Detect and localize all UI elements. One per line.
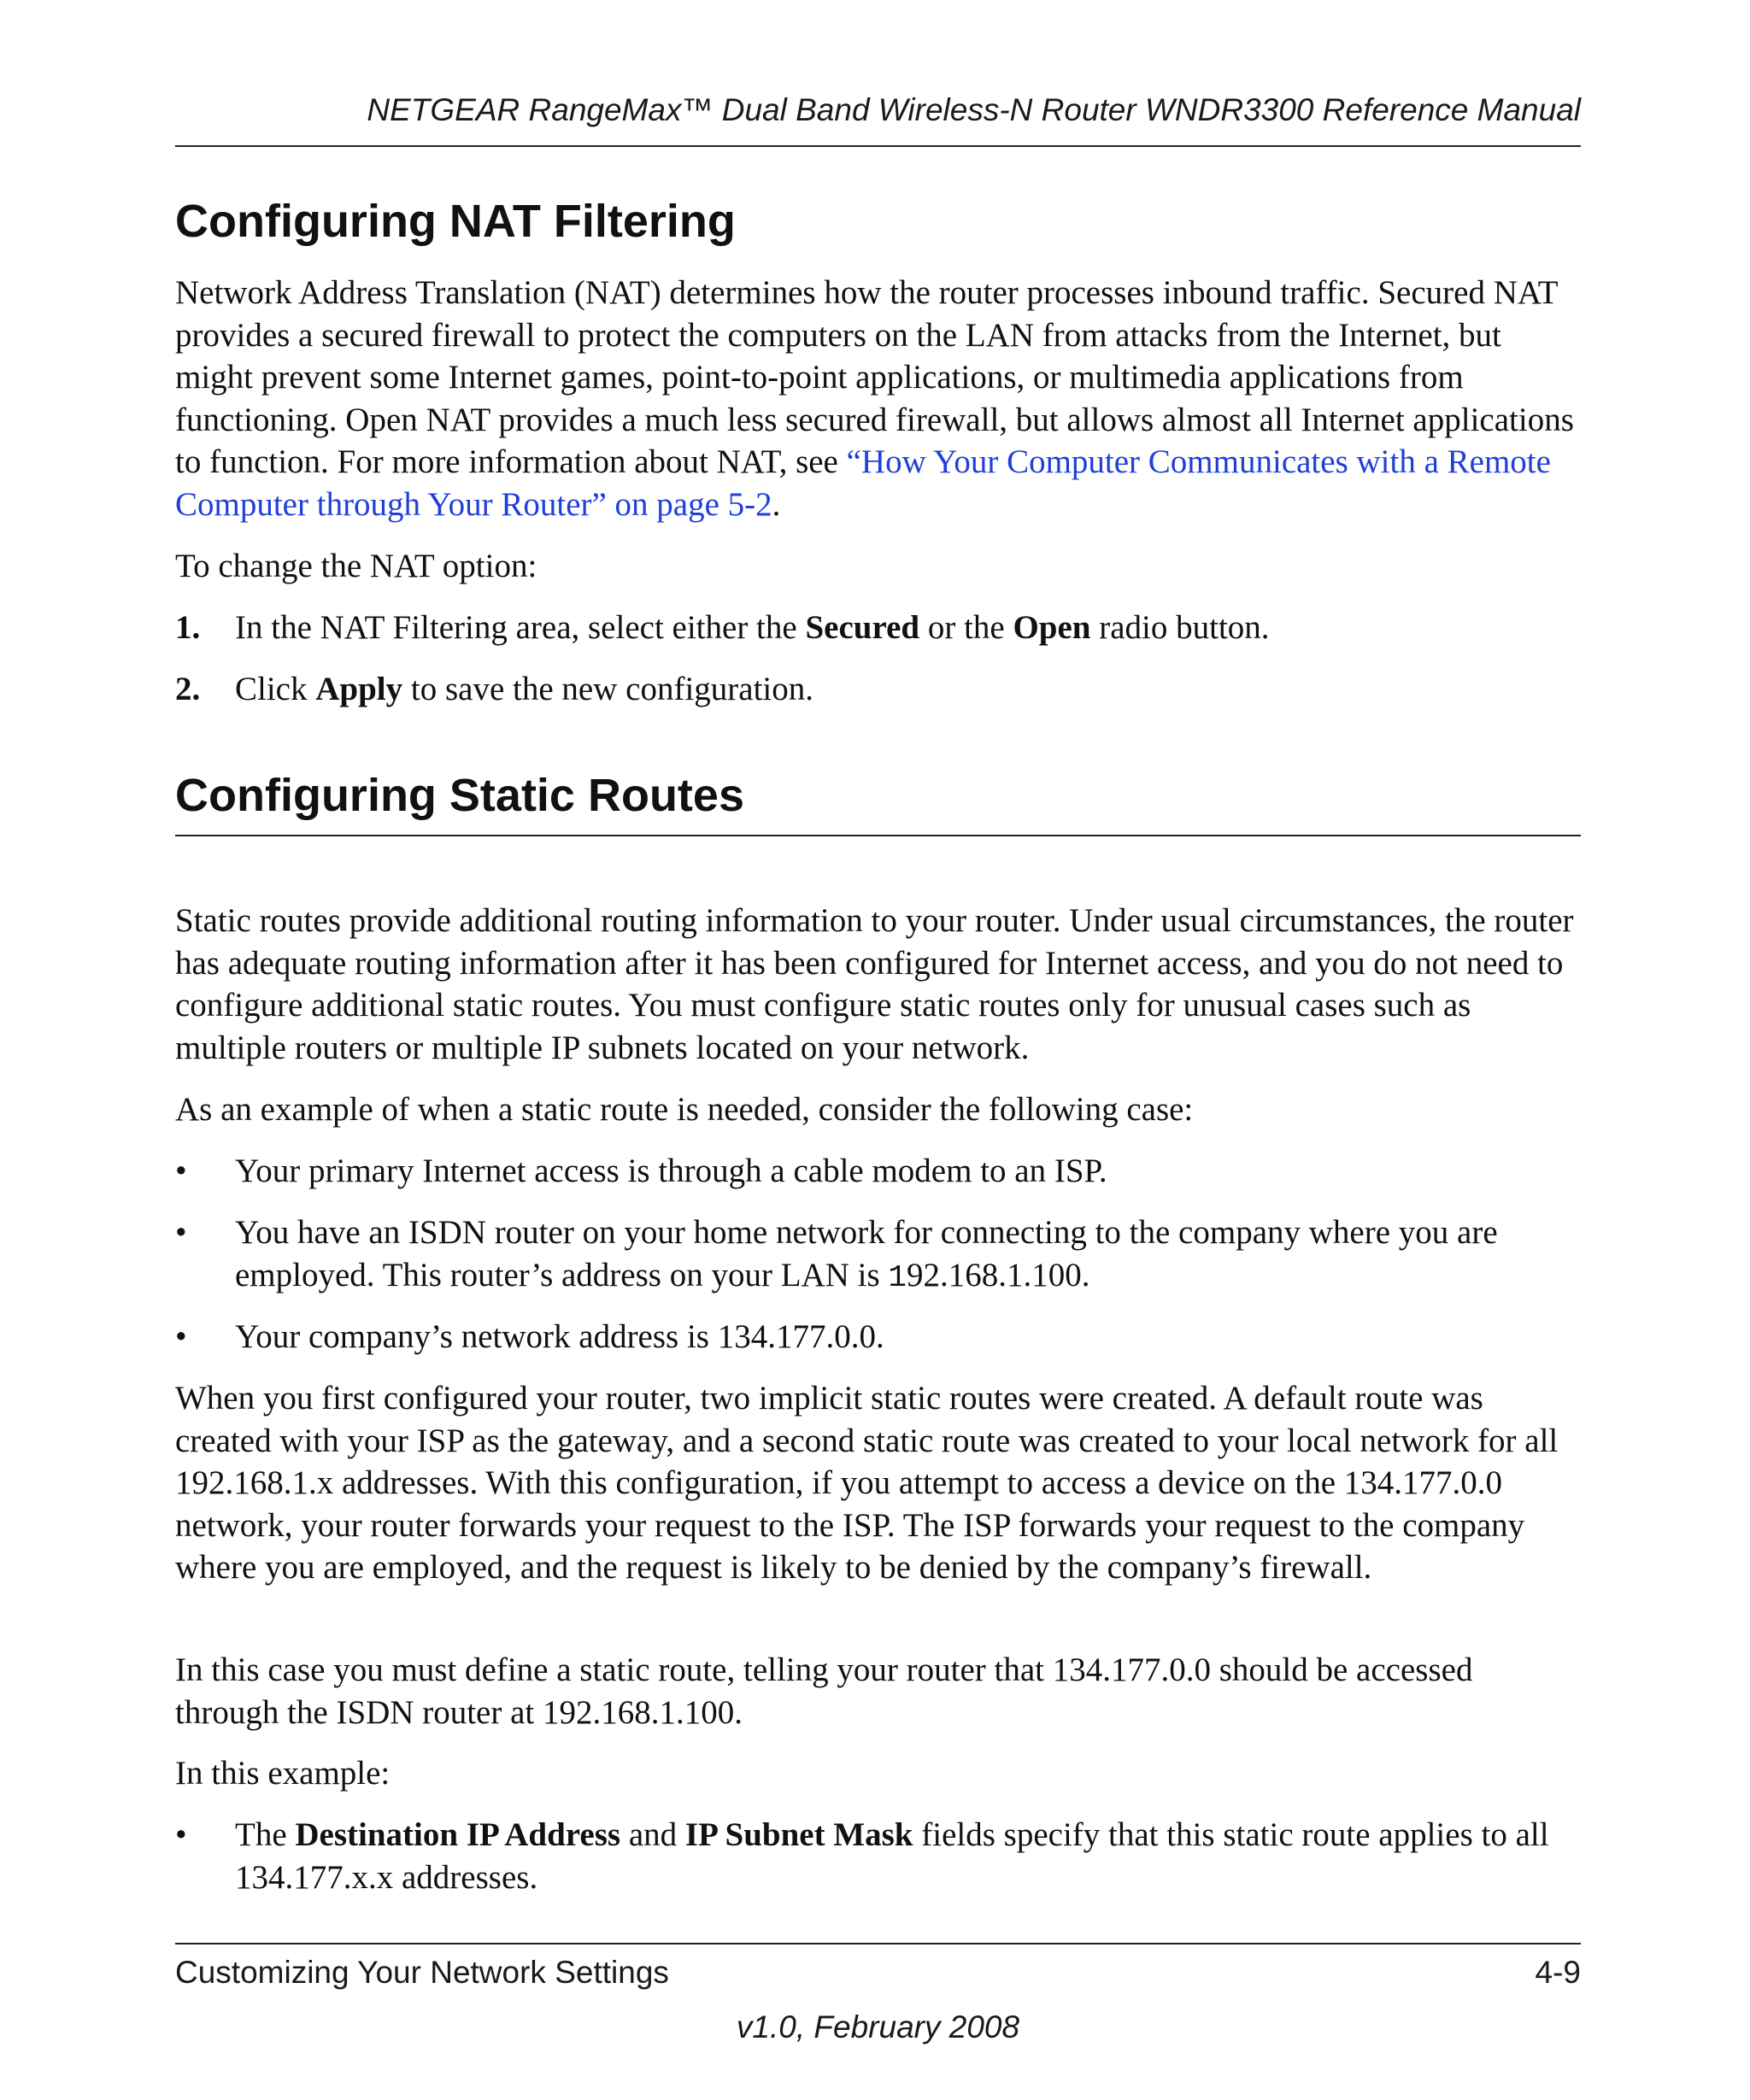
- bullet-text: Your primary Internet access is through a cable modem to an ISP.: [235, 1153, 1107, 1189]
- step-text: Click Apply to save the new configuration.: [235, 671, 813, 707]
- nat-intro-text: Network Address Translation (NAT) determines how the router processes inbound traffic. Secured NAT provides a secured firewall to protect the computers on the LAN from attacks from the Internet, but might prevent some Internet games, point-to-point applications, or multimedia applications from functioning. Open NAT provides a much less secured firewall, but allows almost all Internet applications to function. For more information about NAT, see: [175, 274, 1574, 480]
- footer-version: v1.0, February 2008: [736, 2009, 1020, 2044]
- bullet-marker: •: [175, 1214, 187, 1251]
- implicit-routes-paragraph: When you first configured your router, two implicit static routes were created. A default route was created with your ISP as the gateway, and a second static route was created to your local network for all 192.168.1.x addresses. With this configuration, if you attempt to access a device on the 134.177.0.0 network, your router forwards your request to the ISP. The ISP forwards your request to the company where you are employed, and the request is likely to be denied by the company’s firewall.: [175, 1380, 1559, 1586]
- section-rule: [175, 835, 1581, 836]
- bullet-marker: •: [175, 1318, 187, 1355]
- bullet-marker: •: [175, 1153, 187, 1189]
- nat-intro-paragraph: [175, 272, 1581, 525]
- bullet-text: You have an ISDN router on your home network for connecting to the company where you are employed. This router’s address on your LAN is 192.168.1.100.: [235, 1214, 1498, 1295]
- nat-cross-reference-link[interactable]: “How Your Computer Communicates with a Remote Computer through Your Router” on page 5-2: [175, 443, 1551, 523]
- step-number: 2.: [175, 671, 201, 707]
- nat-intro-end: .: [772, 485, 781, 523]
- define-route-paragraph: In this case you must define a static route, telling your router that 134.177.0.0 should be accessed through the ISDN router at 192.168.1.100.: [175, 1651, 1473, 1731]
- heading-nat-filtering: Configuring NAT Filtering: [175, 196, 736, 247]
- step-number: 1.: [175, 609, 201, 646]
- example-label: In this example:: [175, 1755, 391, 1792]
- heading-static-routes: Configuring Static Routes: [175, 770, 744, 821]
- footer-rule: [175, 1943, 1581, 1945]
- header-rule: [175, 145, 1581, 147]
- footer-page-number: 4-9: [1535, 1955, 1581, 1990]
- bullet-text: The Destination IP Address and IP Subnet Mask fields specify that this static route applies to all 134.177.x.x addresses.: [235, 1816, 1549, 1896]
- bullet-text: Your company’s network address is 134.177.0.0.: [235, 1318, 884, 1355]
- static-intro-paragraph: Static routes provide additional routing information to your router. Under usual circumstances, the router has adequate routing information after it has been configured for Internet access, and you do not need to configure additional static routes. You must configure static routes only for unusual cases such as multiple routers or multiple IP subnets located on your network.: [175, 902, 1574, 1066]
- footer-chapter-title: Customizing Your Network Settings: [175, 1955, 669, 1990]
- nat-change-intro: To change the NAT option:: [175, 548, 537, 584]
- static-example-intro: As an example of when a static route is needed, consider the following case:: [175, 1091, 1194, 1128]
- running-header: NETGEAR RangeMax™ Dual Band Wireless-N Router WNDR3300 Reference Manual: [367, 92, 1581, 127]
- bullet-marker: •: [175, 1816, 187, 1853]
- step-text: In the NAT Filtering area, select either the Secured or the Open radio button.: [235, 609, 1270, 646]
